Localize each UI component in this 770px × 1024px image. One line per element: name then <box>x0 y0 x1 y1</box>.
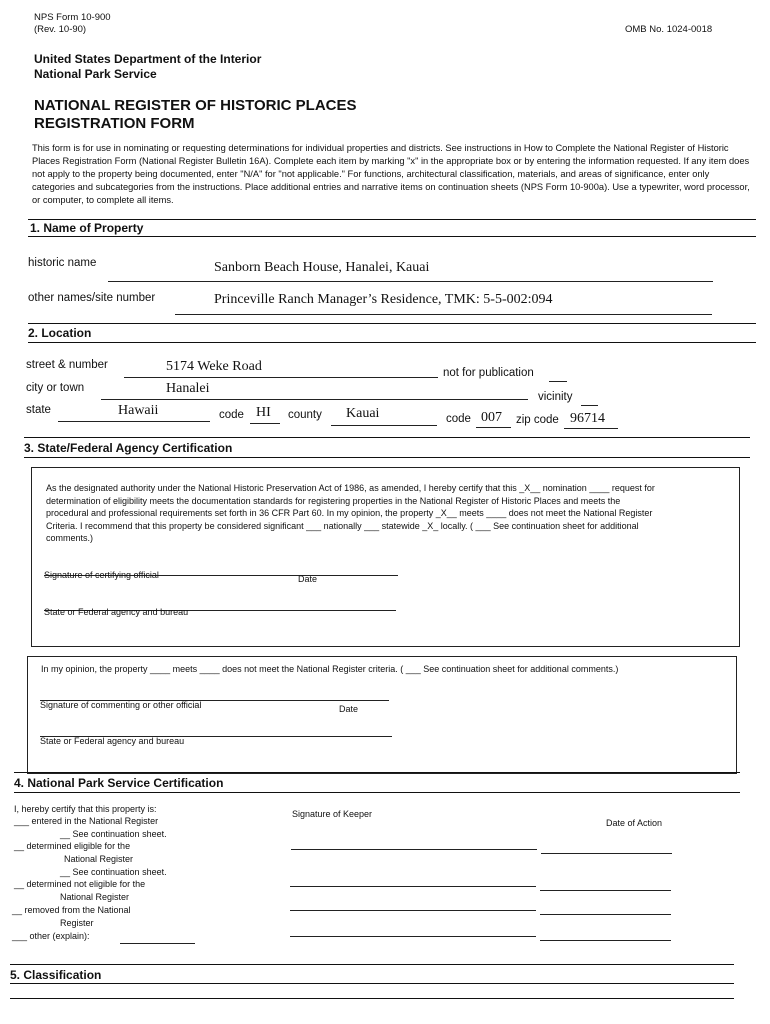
county-code-line <box>476 427 511 428</box>
eligible-option-cont: National Register <box>64 854 134 864</box>
commenting-official-box <box>27 656 737 774</box>
form-subtitle: REGISTRATION FORM <box>34 115 195 132</box>
section-divider <box>10 983 734 984</box>
vicinity-label: vicinity <box>538 391 573 403</box>
continuation-option-2[interactable]: __ See continuation sheet. <box>60 867 167 877</box>
keeper-signature-label: Signature of Keeper <box>292 809 373 819</box>
section1-heading: 1. Name of Property <box>30 221 144 235</box>
cert-line-3: procedural and professional requirements set forth in 36 CFR Part 60. In my opinion, the property _X__ meets ____ does not meet the National Register <box>46 508 653 518</box>
county-code-label: code <box>446 413 471 425</box>
keeper-signature-line[interactable] <box>290 910 536 911</box>
certifying-signature-label: Signature of certifying official <box>44 570 159 580</box>
form-title: NATIONAL REGISTER OF HISTORIC PLACES <box>34 97 357 114</box>
section5-heading: 5. Classification <box>10 968 102 982</box>
eligible-option[interactable]: __ determined eligible for the <box>14 841 131 851</box>
other-names-line <box>175 314 712 315</box>
not-eligible-option-cont: National Register <box>60 892 130 902</box>
action-date-line[interactable] <box>540 890 671 891</box>
section-divider <box>28 236 756 237</box>
entered-option[interactable]: ___ entered in the National Register <box>14 816 159 826</box>
zip-line <box>564 428 618 429</box>
historic-name-field[interactable]: Sanborn Beach House, Hanalei, Kauai <box>214 260 430 275</box>
zip-field[interactable]: 96714 <box>570 411 605 426</box>
certifying-date-label: Date <box>298 574 318 584</box>
instructions-paragraph: This form is for use in nominating or requesting determinations for individual properties and districts. See instructions in How to Complete the National Register of Historic Places Registration Form (National Register Bulletin 16A). Complete each item by marking "x" in the appropriate box or by entering the information requested. If any item does not apply to the property being documented, enter "N/A" for "not applicable." For functions, architectural classification, materials, and areas of significance, enter only categories and subcategories from the instructions. Place additional entries and narrative items on continuation sheets (NPS Form 10-900a). Use a typewriter, word processor, or computer, to complete all items. <box>32 143 750 205</box>
keeper-signature-line[interactable] <box>291 849 537 850</box>
state-code-label: code <box>219 409 244 421</box>
commenting-signature-label: Signature of commenting or other official <box>40 700 202 710</box>
county-field[interactable]: Kauai <box>346 406 380 421</box>
section-divider <box>24 457 750 458</box>
section-divider <box>28 342 756 343</box>
state-certification-box <box>31 467 740 647</box>
other-explain-line[interactable] <box>120 943 195 944</box>
county-code-field[interactable]: 007 <box>481 410 502 425</box>
cert-line-5: comments.) <box>46 533 94 543</box>
not-eligible-option[interactable]: __ determined not eligible for the <box>14 879 146 889</box>
commenting-date-label: Date <box>339 704 359 714</box>
not-for-publication-label: not for publication <box>443 367 534 379</box>
form-number: NPS Form 10-900 <box>34 12 111 23</box>
other-option[interactable]: ___ other (explain): <box>12 931 90 941</box>
section-divider <box>14 772 740 773</box>
state-code-line <box>250 423 280 424</box>
removed-option-cont: Register <box>60 918 94 928</box>
commenting-agency-label: State or Federal agency and bureau <box>40 736 185 746</box>
agency: National Park Service <box>34 67 157 81</box>
form-revision: (Rev. 10-90) <box>34 24 87 35</box>
county-line <box>331 425 437 426</box>
city-label: city or town <box>26 382 85 394</box>
keeper-signature-line[interactable] <box>290 936 536 937</box>
state-line <box>58 421 210 422</box>
zip-label: zip code <box>516 414 559 426</box>
certifying-agency-label: State or Federal agency and bureau <box>44 607 189 617</box>
historic-name-label: historic name <box>28 257 97 269</box>
cert-line-2: determination of eligibility meets the documentation standards for registering properties in the National Register of Historic Places and meets the <box>46 495 621 506</box>
state-label: state <box>26 404 51 416</box>
street-field[interactable]: 5174 Weke Road <box>166 359 262 374</box>
continuation-option-1[interactable]: __ See continuation sheet. <box>60 829 167 839</box>
city-line <box>101 399 528 400</box>
omb-number: OMB No. 1024-0018 <box>625 24 713 35</box>
section-divider <box>10 964 734 965</box>
other-names-label: other names/site number <box>28 292 156 304</box>
removed-option[interactable]: __ removed from the National <box>12 905 131 915</box>
county-label: county <box>288 409 322 421</box>
section-divider <box>14 792 740 793</box>
date-of-action-label: Date of Action <box>606 818 663 828</box>
nps-certify-text: I, hereby certify that this property is: <box>14 804 157 814</box>
street-label: street & number <box>26 359 108 371</box>
historic-name-line <box>108 281 713 282</box>
action-date-line[interactable] <box>541 853 672 854</box>
section-divider <box>28 219 756 220</box>
state-field[interactable]: Hawaii <box>118 403 159 418</box>
city-field[interactable]: Hanalei <box>166 381 210 396</box>
section4-heading: 4. National Park Service Certification <box>14 776 224 790</box>
other-names-field[interactable]: Princeville Ranch Manager’s Residence, TMK: 5-5-002:094 <box>214 292 553 307</box>
opinion-text: In my opinion, the property ____ meets ____ does not meet the National Register criteria. ( ___ See continuation sheet for additional comments.) <box>41 664 619 674</box>
keeper-signature-line[interactable] <box>290 886 536 887</box>
cert-line-4: Criteria. I recommend that this property be considered significant ___ nationally ___ statewide _X_ locally. ( ___ See continuation sheet for additional <box>46 520 639 531</box>
section-divider <box>10 998 734 999</box>
action-date-line[interactable] <box>540 940 671 941</box>
state-code-field[interactable]: HI <box>256 405 271 420</box>
not-for-publication-blank[interactable] <box>549 381 567 382</box>
section-divider <box>28 323 756 324</box>
section-divider <box>24 437 750 438</box>
department: United States Department of the Interior <box>34 52 262 66</box>
action-date-line[interactable] <box>540 914 671 915</box>
section3-heading: 3. State/Federal Agency Certification <box>24 441 233 455</box>
section2-heading: 2. Location <box>28 326 92 340</box>
cert-line-1: As the designated authority under the National Historic Preservation Act of 1986, as amended, I hereby certify that this _X__ nomination ____ request for <box>46 483 655 493</box>
vicinity-blank[interactable] <box>581 405 598 406</box>
street-line <box>124 377 438 378</box>
